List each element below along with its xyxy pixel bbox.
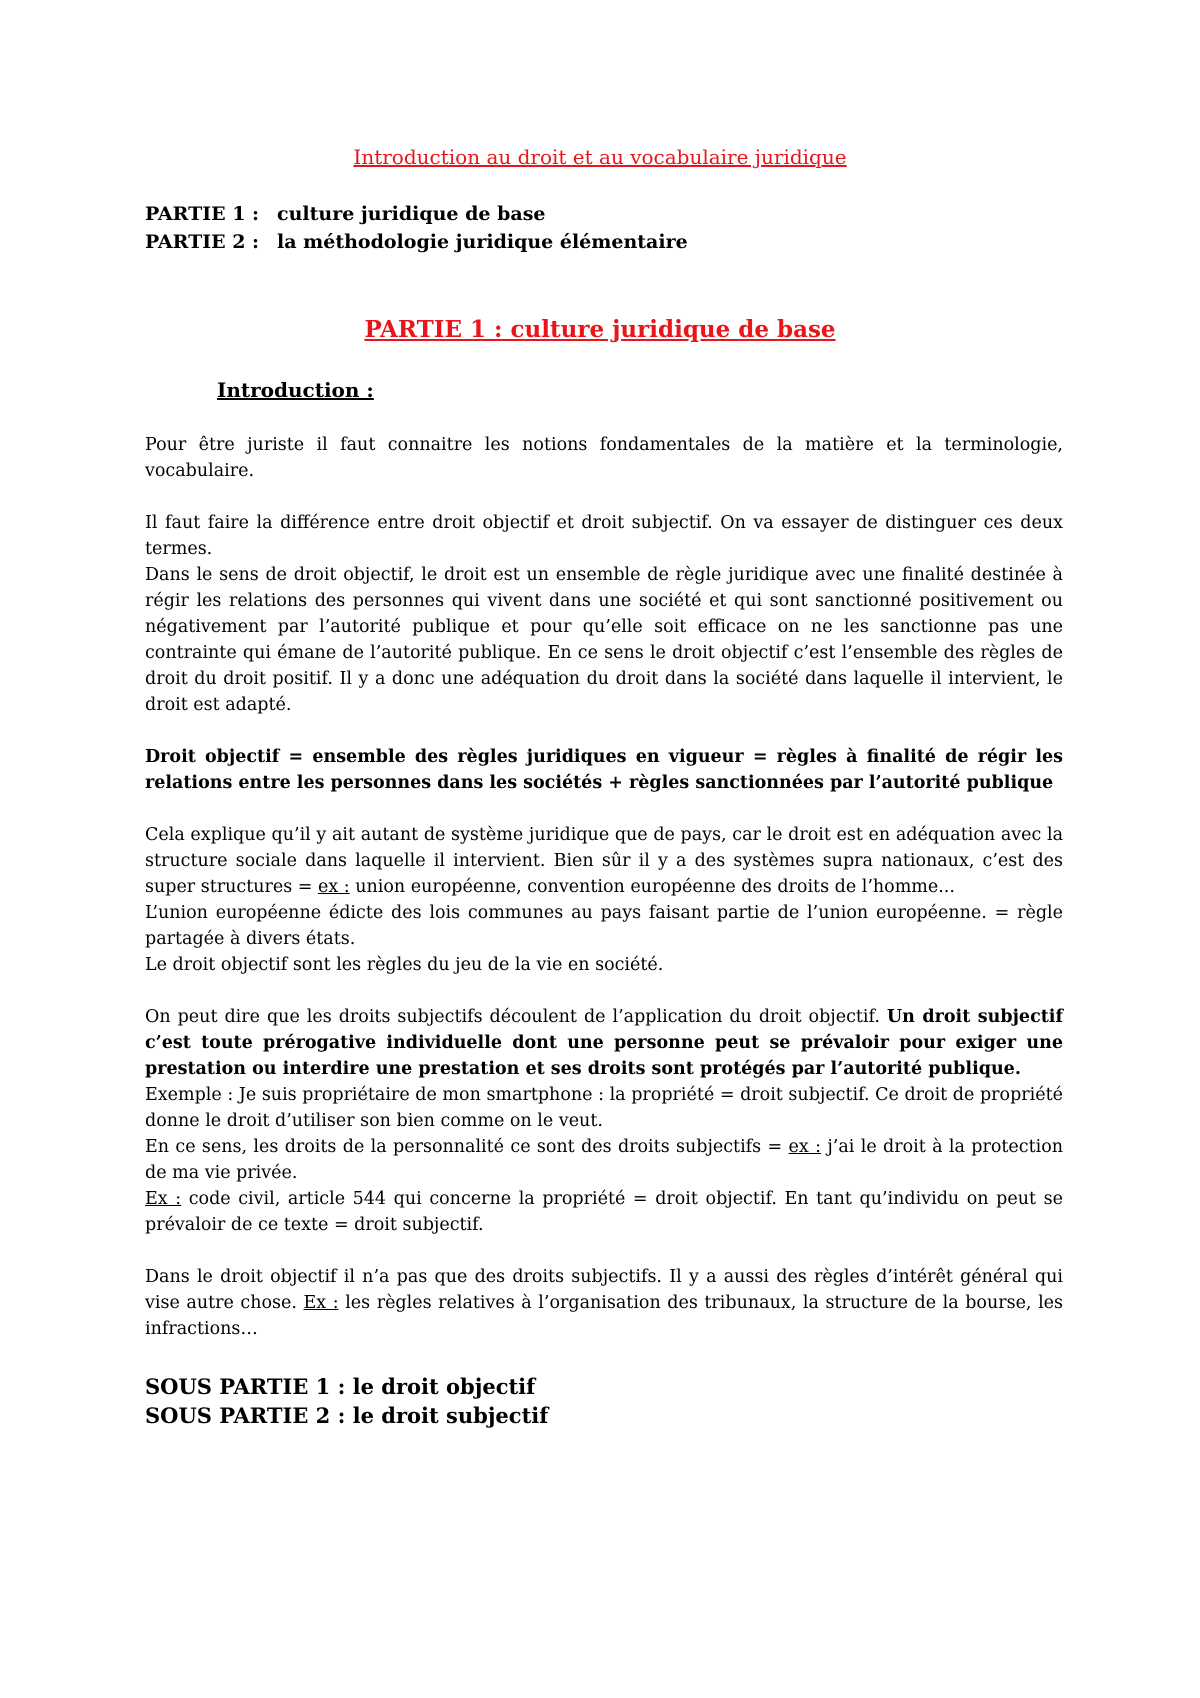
paragraph: Cela explique qu’il y ait autant de système juridique que de pays, car le droit est en adéquation avec la structure sociale dans laquelle il intervient. Bien sûr il y a des systèmes supra nationaux, c’est des super structures = ex : union européenne, convention européenne des droits de l’homme... <box>145 825 1063 897</box>
paragraph: Dans le droit objectif il n’a pas que des droits subjectifs. Il y a aussi des règles d’intérêt général qui vise autre chose. Ex : les règles relatives à l’organisation des tribunaux, la structure de la bourse, les infractions… <box>145 1267 1063 1339</box>
sub-part-label: SOUS PARTIE 1 : <box>145 1374 346 1399</box>
paragraph: Dans le sens de droit objectif, le droit est un ensemble de règle juridique avec une finalité destinée à régir les relations des personnes qui vivent dans une société et qui sont sanctionné positivement ou négativement par l’autorité publique et pour qu’elle soit efficace on ne les sanctionne pas une contrainte qui émane de l’autorité publique. En ce sens le droit objectif c’est l’ensemble des règles de droit du droit positif. Il y a donc une adéquation du droit dans la société dans laquelle il intervient, le droit est adapté. <box>145 565 1063 715</box>
paragraph: Il faut faire la différence entre droit objectif et droit subjectif. On va essayer de distinguer ces deux termes. <box>145 513 1063 559</box>
paragraph: Ex : code civil, article 544 qui concerne la propriété = droit objectif. En tant qu’individu on peut se prévaloir de ce texte = droit subjectif. <box>145 1189 1063 1235</box>
part-text: culture juridique de base <box>277 203 546 225</box>
definition-paragraph: Droit objectif = ensemble des règles juridiques en vigueur = règles à finalité de régir les relations entre les personnes dans les sociétés + règles sanctionnées par l’autorité publique <box>145 747 1063 793</box>
sub-part-item <box>145 1401 548 1430</box>
sub-parts-list <box>145 1372 548 1430</box>
part-label: PARTIE 1 : <box>145 203 260 225</box>
part-text: la méthodologie juridique élémentaire <box>277 231 688 253</box>
part1-heading: PARTIE 1 : culture juridique de base <box>364 316 836 343</box>
example-marker: Ex : <box>145 1189 182 1209</box>
paragraph: Exemple : Je suis propriétaire de mon smartphone : la propriété = droit subjectif. Ce droit de propriété donne le droit d’utiliser son bien comme on le veut. <box>145 1085 1063 1131</box>
parts-list <box>145 200 688 256</box>
example-marker: ex : <box>788 1137 821 1157</box>
introduction-heading: Introduction : <box>217 378 374 402</box>
parts-list-item <box>145 200 688 228</box>
part-label: PARTIE 2 : <box>145 231 260 253</box>
document-title: Introduction au droit et au vocabulaire juridique <box>353 145 847 169</box>
document-body <box>145 432 1063 1342</box>
definition-text: Un droit subjectif c’est toute prérogative individuelle dont une personne peut se prévaloir pour exiger une prestation ou interdire une prestation et ses droits sont protégés par l’autorité publique. <box>145 1007 1063 1079</box>
sub-part-text: le droit objectif <box>352 1374 536 1399</box>
example-marker: ex : <box>317 877 350 897</box>
paragraph: L’union européenne édicte des lois communes au pays faisant partie de l’union européenne. = règle partagée à divers états. <box>145 903 1063 949</box>
paragraph: On peut dire que les droits subjectifs découlent de l’application du droit objectif. Un droit subjectif c’est toute prérogative individuelle dont une personne peut se prévaloir pour exiger une prestation ou interdire une prestation et ses droits sont protégés par l’autorité publique. <box>145 1007 1063 1079</box>
sub-part-text: le droit subjectif <box>352 1403 549 1428</box>
paragraph: Le droit objectif sont les règles du jeu de la vie en société. <box>145 955 664 975</box>
example-marker: Ex : <box>303 1293 339 1313</box>
sub-part-label: SOUS PARTIE 2 : <box>145 1403 346 1428</box>
paragraph: En ce sens, les droits de la personnalité ce sont des droits subjectifs = ex : j’ai le droit à la protection de ma vie privée. <box>145 1137 1063 1183</box>
paragraph: Pour être juriste il faut connaitre les notions fondamentales de la matière et la terminologie, vocabulaire. <box>145 435 1063 481</box>
sub-part-item <box>145 1372 548 1401</box>
parts-list-item <box>145 228 688 256</box>
